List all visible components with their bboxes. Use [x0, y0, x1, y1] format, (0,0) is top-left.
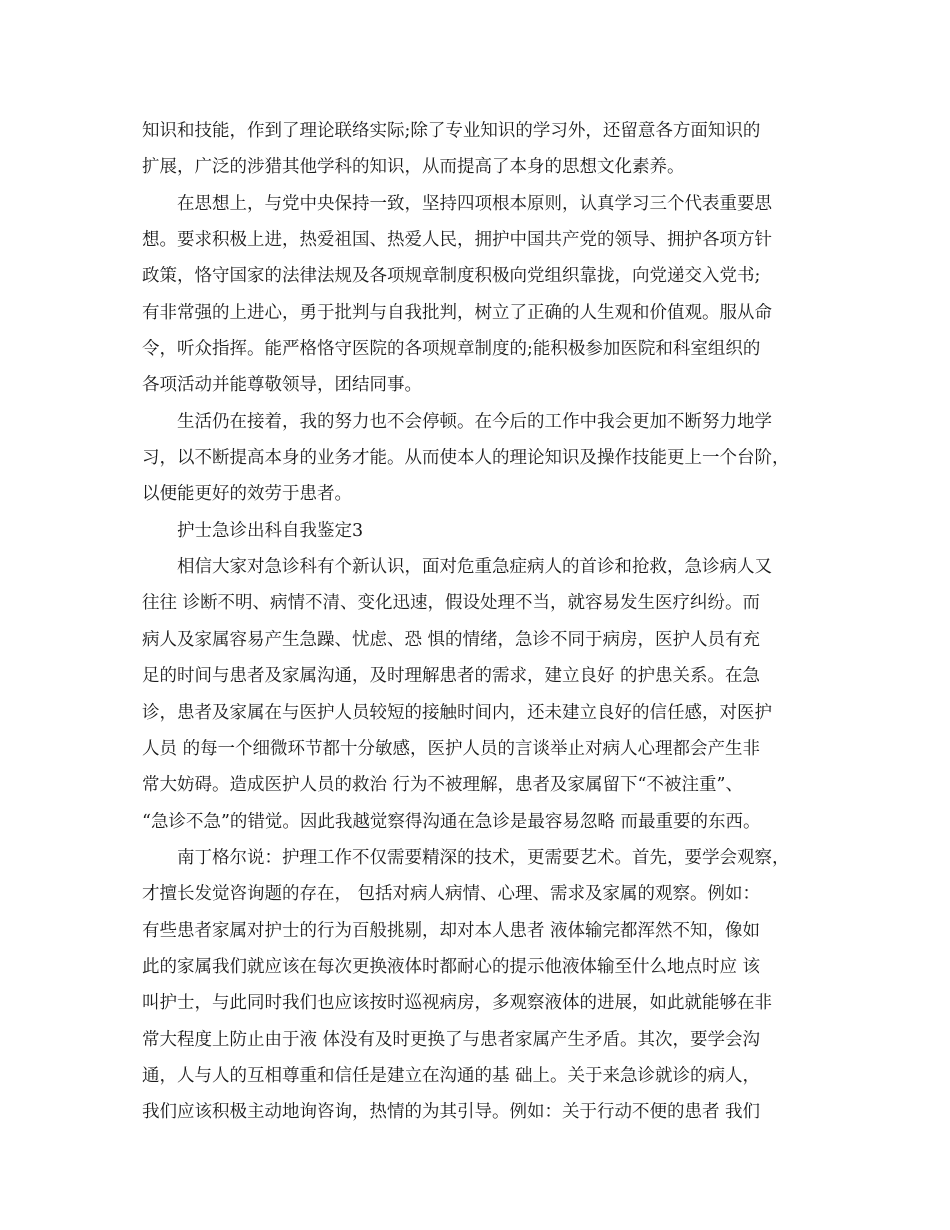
text-line: 有非常强的上进心，勇于批判与自我批判，树立了正确的人生观和价值观。服从命	[142, 302, 772, 323]
text-line: 各项活动并能尊敬领导，团结同事。	[142, 375, 422, 396]
text-line: 护士急诊出科自我鉴定3	[177, 520, 364, 541]
document-body	[142, 113, 822, 1131]
text-line: 在思想上，与党中央保持一致，坚持四项根本原则，认真学习三个代表重要思	[177, 193, 772, 214]
text-line: 南丁格尔说：护理工作不仅需要精深的技术，更需要艺术。首先，要学会观察，	[177, 847, 790, 868]
text-line: 有些患者家属对护士的行为百般挑剔，却对本人患者 液体输完都浑然不知，像如	[142, 920, 761, 941]
text-line: 令，听众指挥。能严格恪守医院的各项规章制度的;能积极参加医院和科室组织的	[142, 339, 761, 360]
text-line: 诊，患者及家属在与医护人员较短的接触时间内，还未建立良好的信任感，对医护	[142, 702, 772, 723]
text-line: 以便能更好的效劳于患者。	[142, 484, 352, 505]
text-line: 政策，恪守国家的法律法规及各项规章制度积极向党组织靠拢，向党递交入党书;	[142, 266, 761, 287]
text-line: 想。要求积极上进，热爱祖国、热爱人民，拥护中国共产党的领导、拥护各项方针	[142, 230, 772, 251]
text-line: 我们应该积极主动地询咨询，热情的为其引导。例如：关于行动不便的患者 我们	[142, 1102, 761, 1123]
text-line: 常大妨碍。造成医护人员的救治 行为不被理解，患者及家属留下“不被注重”、	[142, 775, 743, 796]
text-line: 病人及家属容易产生急躁、忧虑、恐 惧的情绪，急诊不同于病房，医护人员有充	[142, 629, 761, 650]
text-line: 扩展，广泛的涉猎其他学科的知识，从而提高了本身的思想文化素养。	[142, 157, 685, 178]
text-line: “急诊不急”的错觉。因此我越觉察得沟通在急诊是最容易忽略 而最重要的东西。	[142, 811, 761, 832]
text-line: 足的时间与患者及家属沟通，及时理解患者的需求，建立良好 的护患关系。在急	[142, 666, 761, 687]
text-line: 才擅长发觉咨询题的存在， 包括对病人病情、心理、需求及家属的观察。例如：	[142, 884, 761, 905]
text-line: 知识和技能，作到了理论联络实际;除了专业知识的学习外，还留意各方面知识的	[142, 121, 761, 141]
text-line: 相信大家对急诊科有个新认识，面对危重急症病人的首诊和抢救，急诊病人又	[177, 557, 772, 578]
text-line: 习，以不断提高本身的业务才能。从而使本人的理论知识及操作技能更上一个台阶，	[142, 448, 790, 469]
text-line: 此的家属我们就应该在每次更换液体时都耐心的提示他液体输至什么地点时应 该	[142, 956, 761, 977]
text-line: 叫护士，与此同时我们也应该按时巡视病房，多观察液体的进展，如此就能够在非	[142, 993, 772, 1014]
text-line: 常大程度上防止由于液 体没有及时更换了与患者家属产生矛盾。其次，要学会沟	[142, 1029, 761, 1050]
text-line: 人员 的每一个细微环节都十分敏感，医护人员的言谈举止对病人心理都会产生非	[142, 738, 761, 759]
text-line: 生活仍在接着，我的努力也不会停顿。在今后的工作中我会更加不断努力地学	[177, 411, 772, 432]
text-line: 往往 诊断不明、病情不清、变化迅速，假设处理不当，就容易发生医疗纠纷。而	[142, 593, 761, 614]
text-line: 通，人与人的互相尊重和信任是建立在沟通的基 础上。关于来急诊就诊的病人，	[142, 1065, 761, 1086]
